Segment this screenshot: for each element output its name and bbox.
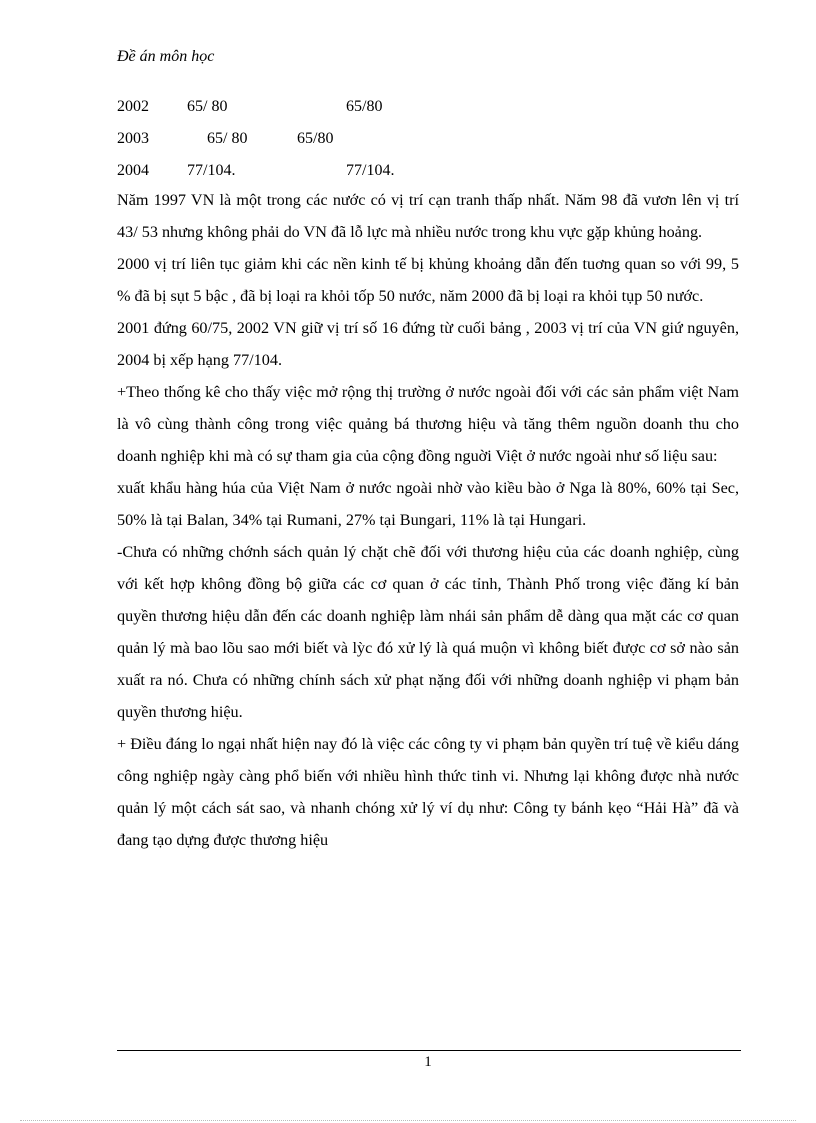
paragraph: Năm 1997 VN là một trong các nước có vị trí cạn tranh thấp nhất. Năm 98 đã vươn lên vị trí 43/ 53 nhưng không phải do VN đã lỗ lực mà nhiều nước trong khu vực gặp khủng hoảng. xyxy=(117,191,739,241)
paragraph: 2001 đứng 60/75, 2002 VN giữ vị trí số 16 đứng từ cuối bảng , 2003 vị trí của VN giứ nguyên, 2004 bị xếp hạng 77/104. xyxy=(117,319,739,369)
table-year: 2002 xyxy=(117,98,149,115)
table-value-1: 77/104. xyxy=(187,162,236,179)
page-number: 1 xyxy=(424,1054,432,1070)
body-text xyxy=(117,184,739,856)
paragraph: + Điều đáng lo ngại nhất hiện nay đó là việc các công ty vi phạm bản quyền trí tuệ về kiểu dáng công nghiệp ngày càng phổ biến với nhiều hình thức tinh vi. Nhưng lại không được nhà nước quản lý một cách sát sao, và nhanh chóng xử lý ví dụ như: Công ty bánh kẹo “Hải Hà” đã và đang tạo dựng được thương hiệu xyxy=(117,735,739,849)
table-value-2: 65/80 xyxy=(346,98,383,115)
paragraph: +Theo thống kê cho thấy việc mở rộng thị trường ở nước ngoài đối với các sản phẩm việt Nam là vô cùng thành công trong việc quảng bá thương hiệu và tăng thêm nguồn doanh thu cho doanh nghiệp khi mà có sự tham gia của cộng đồng nguời Việt ở nước ngoài như số liệu sau: xyxy=(117,383,739,465)
page-header: Đề án môn học xyxy=(117,48,215,65)
table-value-1: 65/ 80 xyxy=(187,98,228,115)
footer-rule xyxy=(117,1050,741,1051)
table-value-1: 65/ 80 xyxy=(207,130,248,147)
paragraph: 2000 vị trí liên tục giảm khi các nền kinh tế bị khủng khoảng dẫn đến tuơng quan so với 99, 5 % đã bị sụt 5 bậc , đã bị loại ra khỏi tốp 50 nước, năm 2000 đã bị loại ra khỏi tụp 50 nước. xyxy=(117,255,739,305)
paragraph: -Chưa có những chớnh sách quản lý chặt chẽ đối với thương hiệu của các doanh nghiệp, cùng với kết hợp không đồng bộ giữa các cơ quan ở các tỉnh, Thành Phố trong việc đăng kí bản quyền thương hiệu dẫn đến các doanh nghiệp làm nhái sản phẩm dễ dàng qua mặt các cơ quan quản lý mà bao lõu sao mới biết và lỳc đó xử lý là quá muộn vì không biết được cơ sở nào sản xuất ra nó. Chưa có những chính sách xử phạt nặng đối với những doanh nghiệp vi phạm bản quyền thương hiệu. xyxy=(117,543,739,721)
table-year: 2003 xyxy=(117,130,149,147)
table-value-2: 77/104. xyxy=(346,162,395,179)
page-bottom-border xyxy=(20,1120,796,1121)
paragraph: xuất khẩu hàng húa của Việt Nam ở nước ngoài nhờ vào kiều bào ở Nga là 80%, 60% tại Sec, 50% là tại Balan, 34% tại Rumani, 27% tại Bungari, 11% là tại Hungari. xyxy=(117,479,739,529)
table-value-2: 65/80 xyxy=(297,130,334,147)
table-year: 2004 xyxy=(117,162,149,179)
